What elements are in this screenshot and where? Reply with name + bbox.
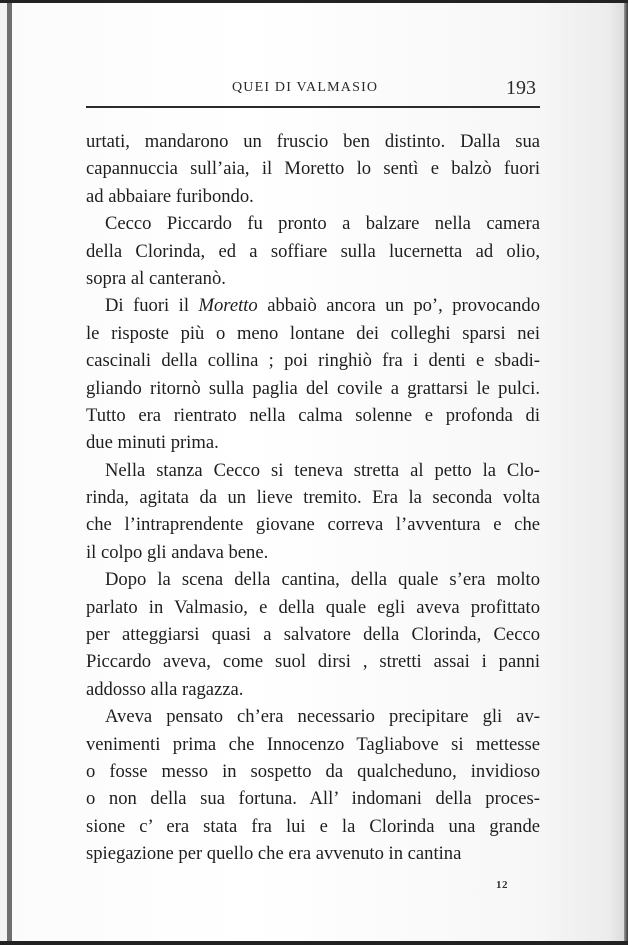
text-line: Nella stanza Cecco si teneva stretta al petto la Clo- — [105, 459, 540, 481]
text-line: spiegazione per quello che era avvenuto in cantina — [86, 843, 462, 865]
text-line: Tutto era rientrato nella calma solenne e profonda di — [86, 404, 540, 426]
text-line: Cecco Piccardo fu pronto a balzare nella camera — [105, 213, 540, 235]
page-gutter-shadow — [7, 0, 12, 945]
text-line: capannuccia sull’aia, il Moretto lo sentì e balzò fuori — [86, 158, 540, 180]
text-line: cascinali della collina ; poi ringhiò fra i denti e sbadi- — [86, 350, 540, 372]
text-line: venimenti prima che Innocenzo Tagliabove si mettesse — [86, 733, 540, 755]
text-line: parlato in Valmasio, e della quale egli aveva profittato — [86, 596, 540, 618]
paragraph — [86, 210, 540, 292]
text-line: o fosse messo in sospetto da qualcheduno, invidioso — [86, 760, 540, 782]
text-line: o non della sua fortuna. All’ indomani della proces- — [86, 788, 540, 810]
header-rule — [86, 106, 540, 108]
page-top-edge — [0, 0, 628, 3]
text-line: per atteggiarsi quasi a salvatore della Clorinda, Cecco — [86, 624, 540, 646]
text-line: Di fuori il Moretto abbaiò ancora un po’, provocando — [105, 295, 541, 317]
text-line: Dopo la scena della cantina, della quale s’era molto — [105, 569, 540, 591]
page-bottom-edge — [0, 941, 628, 945]
text-line: che l’intraprendente giovane correva l’avventura e che — [86, 514, 540, 536]
text-line: le risposte più o meno lontane dei colleghi sparsi nei — [86, 322, 540, 344]
page-number: 193 — [506, 77, 536, 99]
text-line: il colpo gli andava bene. — [86, 541, 269, 563]
paragraph — [86, 457, 540, 567]
text-line: sopra al canteranò. — [86, 267, 226, 289]
paragraph — [86, 292, 540, 456]
paragraph — [86, 566, 540, 703]
text-line: Piccardo aveva, come suol dirsi , stretti assai i panni — [86, 651, 540, 673]
text-line: rinda, agitata da un lieve tremito. Era la seconda volta — [86, 487, 540, 509]
body-text — [86, 128, 540, 868]
text-line: Aveva pensato ch’era necessario precipitare gli av- — [105, 706, 540, 728]
running-title: QUEI DI VALMASIO — [232, 80, 379, 95]
text-line: sione c’ era stata fra lui e la Clorinda una grande — [86, 815, 540, 837]
text-line: due minuti prima. — [86, 432, 219, 454]
text-line: urtati, mandarono un fruscio ben distinto. Dalla sua — [86, 131, 540, 152]
page-right-edge — [624, 0, 628, 945]
signature-mark: 12 — [496, 879, 508, 891]
text-line: della Clorinda, ed a soffiare sulla lucernetta ad olio, — [86, 240, 540, 262]
running-head — [86, 78, 542, 102]
text-line: gliando ritornò sulla paglia del covile a grattarsi le pulci. — [86, 377, 540, 399]
text-line: ad abbaiare furibondo. — [86, 185, 254, 207]
text-line: addosso alla ragazza. — [86, 678, 244, 700]
paragraph — [86, 128, 540, 210]
paragraph — [86, 703, 540, 867]
page-left-margin — [0, 0, 7, 945]
